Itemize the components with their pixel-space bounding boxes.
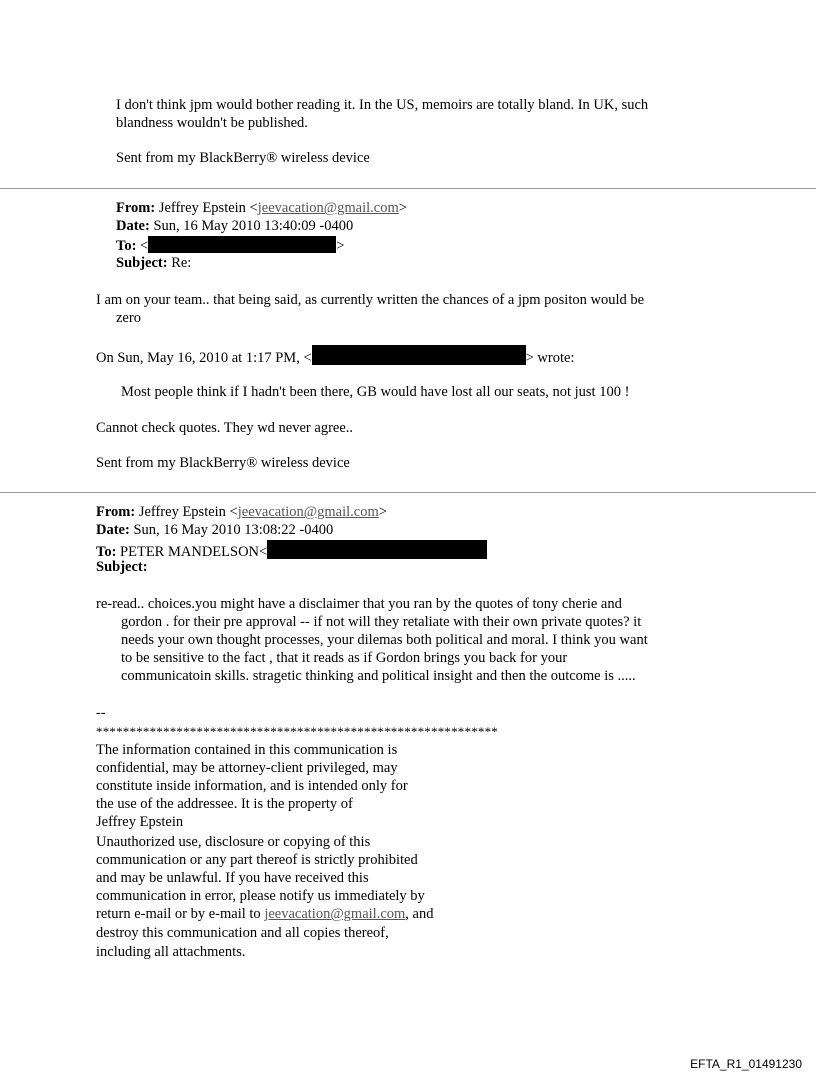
header2-from-email-link[interactable]: jeevacation@gmail.com (237, 504, 379, 520)
disclaimer-line-3: constitute inside information, and is intended only for (96, 778, 408, 794)
message2-line-1: re-read.. choices.you might have a disclaimer that you ran by the quotes of tony cherie and (96, 596, 622, 612)
header2-from-close: > (378, 504, 387, 520)
header1-from-email-link[interactable]: jeevacation@gmail.com (257, 200, 399, 216)
header1-date-label: Date: (116, 218, 150, 234)
disclaimer-stars: ************************************************************ (96, 724, 498, 739)
message1-on-suffix: > wrote: (525, 350, 575, 366)
message1-line-2: zero (116, 310, 141, 326)
disclaimer-last-line-2: including all attachments. (96, 944, 246, 960)
message1-signature: Sent from my BlackBerry® wireless device (96, 455, 350, 471)
disclaimer-return-suffix: , and (405, 906, 434, 922)
document-id: EFTA_R1_01491230 (690, 1057, 802, 1071)
disclaimer-last-line-1: destroy this communication and all copies thereof, (96, 925, 389, 941)
header1-to-label: To: (116, 238, 137, 254)
header1-subject (116, 255, 191, 272)
redaction-block (148, 236, 336, 253)
header1-from (116, 200, 407, 217)
header2-from-name: Jeffrey Epstein < (138, 504, 238, 520)
header2-from (96, 504, 387, 521)
disclaimer-dash: -- (96, 705, 106, 721)
message2-line-5: communicatoin skills. stragetic thinking and political insight and then the outcome is ..... (121, 668, 636, 684)
header1-to-suffix: > (336, 238, 345, 254)
header1-from-label: From: (116, 200, 156, 216)
disclaimer-line-4: the use of the addressee. It is the property of (96, 796, 353, 812)
header2-date-label: Date: (96, 522, 130, 538)
header2-to-label: To: (96, 544, 117, 560)
message1-on-line (96, 345, 574, 367)
header2-to-value: PETER MANDELSON< (120, 544, 268, 560)
header2-subject-label: Subject: (96, 559, 148, 575)
header2-to (96, 540, 487, 561)
header1-to-prefix: < (140, 238, 149, 254)
header1-subject-label: Subject: (116, 255, 168, 271)
header2-date (96, 522, 333, 539)
header1-subject-value: Re: (171, 255, 192, 271)
message1-on-prefix: On Sun, May 16, 2010 at 1:17 PM, < (96, 350, 312, 366)
disclaimer-line-7: communication or any part thereof is strictly prohibited (96, 852, 418, 868)
disclaimer-line-8: and may be unlawful. If you have received this (96, 870, 369, 886)
divider-2 (0, 492, 816, 493)
disclaimer-line-1: The information contained in this communication is (96, 742, 398, 758)
header1-date (116, 218, 353, 235)
disclaimer-return-prefix: return e-mail or by e-mail to (96, 906, 265, 922)
message2-line-4: to be sensitive to the fact , that it reads as if Gordon brings you back for your (121, 650, 568, 666)
header1-date-value: Sun, 16 May 2010 13:40:09 -0400 (153, 218, 354, 234)
message1-quotes-line: Cannot check quotes. They wd never agree.. (96, 420, 354, 436)
header1-from-close: > (398, 200, 407, 216)
reply-signature: Sent from my BlackBerry® wireless device (116, 150, 370, 166)
reply-line-1: I don't think jpm would bother reading it. In the US, memoirs are totally bland. In UK, such (116, 97, 649, 113)
header1-from-name: Jeffrey Epstein < (158, 200, 258, 216)
divider-1 (0, 188, 816, 189)
message2-line-3: needs your own thought processes, your dilemas both political and moral. I think you want (121, 632, 648, 648)
disclaimer-line-2: confidential, may be attorney-client privileged, may (96, 760, 398, 776)
header2-from-label: From: (96, 504, 136, 520)
message1-quote: Most people think if I hadn't been there, GB would have lost all our seats, not just 100 ! (121, 384, 630, 400)
redaction-block (267, 540, 487, 559)
redaction-block (312, 345, 526, 365)
message2-line-2: gordon . for their pre approval -- if not will they retaliate with their own private quotes? it (121, 614, 642, 630)
disclaimer-email-link[interactable]: jeevacation@gmail.com (264, 906, 406, 922)
disclaimer-line-9: communication in error, please notify us immediately by (96, 888, 425, 904)
header2-subject (96, 559, 148, 576)
header2-date-value: Sun, 16 May 2010 13:08:22 -0400 (133, 522, 334, 538)
disclaimer-line-6: Unauthorized use, disclosure or copying of this (96, 834, 371, 850)
message1-line-1: I am on your team.. that being said, as currently written the chances of a jpm positon would be (96, 292, 645, 308)
disclaimer-return-line (96, 906, 433, 923)
reply-line-2: blandness wouldn't be published. (116, 115, 308, 131)
header1-to (116, 236, 344, 255)
disclaimer-line-5: Jeffrey Epstein (96, 814, 184, 830)
